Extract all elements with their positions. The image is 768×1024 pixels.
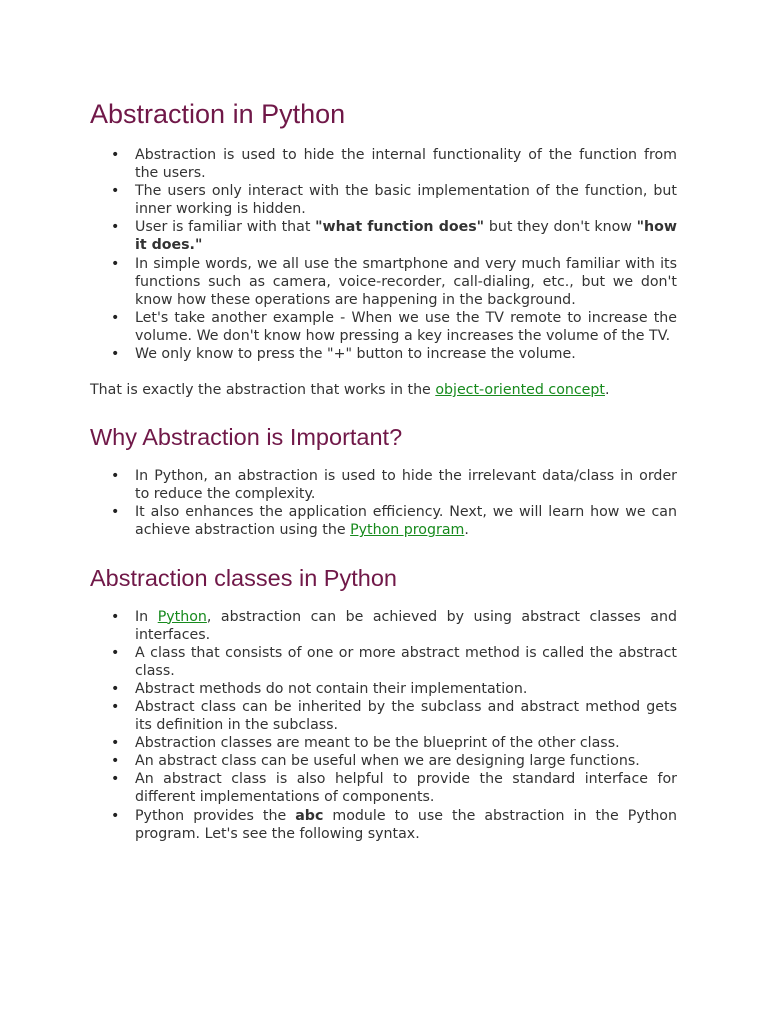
bold-text: abc	[295, 807, 324, 824]
bullet-list	[90, 608, 677, 843]
article-content	[90, 96, 677, 843]
list-item: • A class that consists of one or more abstract method is called the abstract class.	[135, 644, 677, 680]
list-item	[135, 807, 677, 843]
list-item	[135, 608, 677, 644]
list-item-text: In	[135, 608, 158, 625]
list-item-text: Python provides the	[135, 807, 296, 824]
list-item-text: It also enhances the application efficiency. Next, we will learn how we can achieve abstraction using the	[135, 504, 677, 539]
section-heading-why-important: Why Abstraction is Important?	[90, 424, 403, 451]
list-item: • In Python, an abstraction is used to hide the irrelevant data/class in order to reduce the complexity.	[135, 467, 677, 503]
list-item: • Abstraction classes are meant to be the blueprint of the other class.	[135, 734, 677, 752]
list-item: • The users only interact with the basic implementation of the function, but inner working is hidden.	[135, 182, 677, 218]
summary-paragraph	[90, 381, 677, 399]
bullet-list	[90, 467, 677, 539]
bold-text: "how it does."	[135, 219, 677, 254]
list-item	[135, 218, 677, 254]
list-item: • Let's take another example - When we use the TV remote to increase the volume. We don't know how pressing a key increases the volume of the TV.	[135, 309, 677, 345]
object-oriented-concept-link[interactable]: object-oriented concept	[435, 382, 605, 399]
python-link[interactable]: Python	[157, 608, 207, 625]
python-program-link[interactable]: Python program	[350, 522, 465, 539]
list-item: • In simple words, we all use the smartphone and very much familiar with its functions such as camera, voice-recorder, call-dialing, etc., but we don't know how these operations are happening in the background.	[135, 255, 677, 309]
list-item: • We only know to press the "+" button to increase the volume.	[135, 345, 677, 363]
section-heading-abstraction-classes: Abstraction classes in Python	[90, 564, 397, 591]
list-item: • Abstract methods do not contain their implementation.	[135, 680, 677, 698]
list-item: • An abstract class is also helpful to provide the standard interface for different implementations of components.	[135, 770, 677, 806]
list-item: • Abstract class can be inherited by the subclass and abstract method gets its definition in the subclass.	[135, 698, 677, 734]
list-item-text: .	[464, 522, 469, 539]
list-item-text: but they don't know	[484, 219, 637, 236]
list-item-text: , abstraction can be achieved by using abstract classes and interfaces.	[135, 608, 677, 643]
list-item: • An abstract class can be useful when we are designing large functions.	[135, 752, 677, 770]
list-item	[135, 503, 677, 539]
list-item-text: module to use the abstraction in the Python program. Let's see the following syntax.	[135, 807, 677, 842]
bold-text: "what function does"	[315, 219, 485, 236]
list-item-text: User is familiar with that	[135, 219, 316, 236]
paragraph-text: .	[604, 382, 610, 399]
page-title: Abstraction in Python	[90, 99, 346, 129]
bullet-list	[90, 146, 677, 363]
paragraph-text: That is exactly the abstraction that works in the	[90, 382, 436, 399]
list-item: • Abstraction is used to hide the internal functionality of the function from the users.	[135, 146, 677, 182]
